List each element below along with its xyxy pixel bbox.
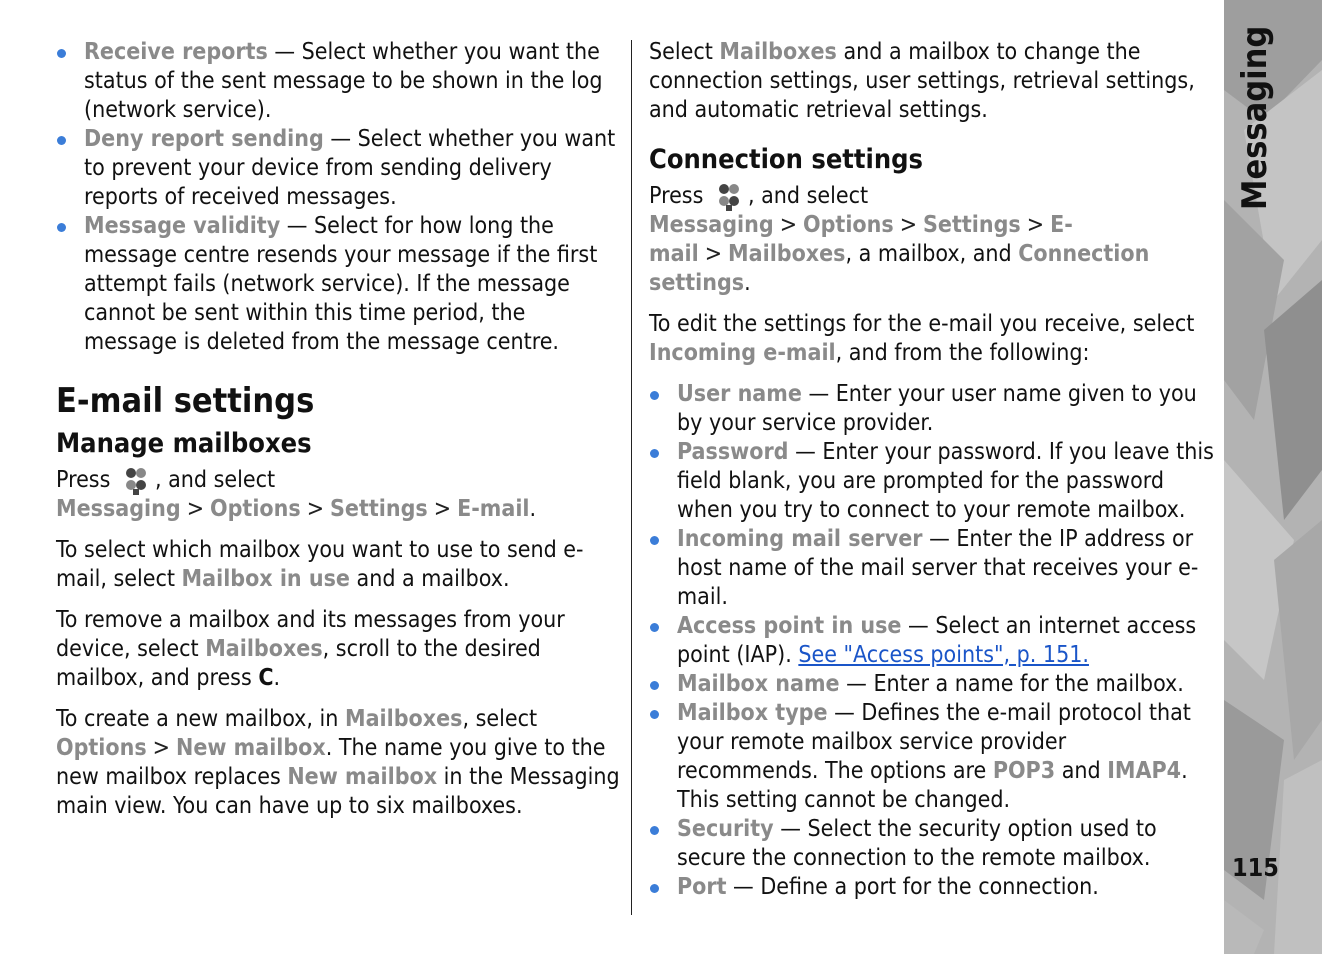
subsection-heading: Connection settings <box>649 144 923 175</box>
path-separator: > <box>433 496 452 522</box>
text: . The name you give to the new mailbox replaces <box>56 735 606 790</box>
menu-path-item: Options <box>803 212 894 238</box>
option-term: Connection settings <box>649 241 1150 296</box>
option-term: Security <box>677 816 774 842</box>
path-separator: > <box>152 735 170 761</box>
item-text: — Select for how long the message centre resends your message if the first attempt fails (network service). If the message cannot be sent within this time period, the message is deleted from the message centre. <box>84 213 598 355</box>
text: Press <box>649 183 710 209</box>
option-term: New mailbox <box>287 764 438 790</box>
chapter-title: Messaging <box>1235 25 1275 210</box>
path-separator: > <box>186 496 205 522</box>
text: . <box>529 496 537 522</box>
list-item <box>56 125 620 212</box>
list-item <box>649 380 1214 438</box>
text: Select <box>649 39 720 65</box>
list-item <box>649 670 1214 699</box>
option-term: New mailbox <box>176 735 326 761</box>
option-term: Access point in use <box>677 613 902 639</box>
text: , and select <box>747 183 869 209</box>
menu-path-item: Options <box>210 496 301 522</box>
section-heading: E-mail settings <box>56 381 315 421</box>
paragraph <box>56 536 620 594</box>
item-text: — Enter the IP address or host name of the mail server that receives your e-mail. <box>677 526 1199 610</box>
text: To remove a mailbox and its messages from your device, select <box>56 607 565 662</box>
menu-path-item: Mailboxes <box>728 241 846 267</box>
path-separator: > <box>779 212 798 238</box>
item-text: — Define a port for the connection. <box>726 874 1099 900</box>
list-item <box>56 212 620 357</box>
option-term: IMAP4 <box>1107 758 1182 784</box>
paragraph <box>649 38 1214 125</box>
menu-path-item: Settings <box>330 496 428 522</box>
text: , and from the following: <box>835 340 1090 366</box>
option-term: Mailboxes <box>719 39 837 65</box>
text: To select which mailbox you want to use to send e-mail, select <box>56 537 584 592</box>
item-text: — Select an internet access point (IAP). <box>677 613 1197 668</box>
item-text: and <box>1055 758 1108 784</box>
access-points-link[interactable]: See "Access points", p. 151. <box>798 642 1089 668</box>
option-term: Mailbox in use <box>181 566 350 592</box>
option-term: POP3 <box>992 758 1056 784</box>
option-term: Password <box>677 439 789 465</box>
subsection-heading: Manage mailboxes <box>56 428 312 459</box>
message-settings-list <box>56 38 620 357</box>
text: To edit the settings for the e-mail you receive, select <box>649 311 1195 337</box>
path-separator: > <box>306 496 325 522</box>
option-term: Message validity <box>84 213 281 239</box>
menu-key-icon <box>121 465 151 495</box>
path-separator: > <box>1026 212 1045 238</box>
menu-path-item: Messaging <box>649 212 774 238</box>
connection-settings-list <box>649 380 1214 902</box>
text: in the Messaging main view. You can have up to six mailboxes. <box>56 764 620 819</box>
text: To create a new mailbox, in <box>56 706 345 732</box>
item-text: — Defines the e-mail protocol that your remote mailbox service provider recommends. The options are <box>677 700 1191 784</box>
option-term: Mailboxes <box>205 636 323 662</box>
text: , and select <box>154 467 276 493</box>
option-term: Incoming mail server <box>677 526 923 552</box>
menu-path-item: Messaging <box>56 496 181 522</box>
list-item <box>649 525 1214 612</box>
text: , scroll to the desired mailbox, and press <box>56 636 541 691</box>
paragraph <box>649 181 1214 298</box>
item-text: — Select whether you want the status of the sent message to be shown in the log (network service). <box>84 39 603 123</box>
list-item <box>649 699 1214 815</box>
list-item <box>649 815 1214 873</box>
item-text: — Select the security option used to secure the connection to the remote mailbox. <box>677 816 1157 871</box>
paragraph <box>649 310 1214 368</box>
list-item <box>56 38 620 125</box>
paragraph <box>56 606 620 693</box>
paragraph <box>56 705 620 821</box>
item-text: — Enter a name for the mailbox. <box>839 671 1184 697</box>
option-term: Receive reports <box>84 39 268 65</box>
text: and a mailbox to change the connection settings, user settings, retrieval settings, and automatic retrieval settings. <box>649 39 1195 123</box>
text: . <box>744 270 751 296</box>
text: , a mailbox, and <box>845 241 1019 267</box>
option-term: Port <box>677 874 727 900</box>
key-label: C <box>258 665 274 691</box>
column-divider <box>631 40 632 915</box>
page-number: 115 <box>1232 853 1279 882</box>
menu-path-item: Settings <box>923 212 1021 238</box>
text: , select <box>462 706 538 732</box>
text: Press <box>56 467 117 493</box>
option-term: User name <box>677 381 802 407</box>
path-separator: > <box>899 212 918 238</box>
item-text: — Select whether you want to prevent your device from sending delivery reports of received messages. <box>84 126 616 210</box>
menu-key-icon <box>714 181 744 211</box>
paragraph <box>56 465 620 524</box>
item-text: — Enter your user name given to you by your service provider. <box>677 381 1197 436</box>
option-term: Deny report sending <box>84 126 324 152</box>
menu-path-item: E-mail <box>457 496 530 522</box>
option-term: Options <box>56 735 147 761</box>
list-item <box>649 438 1214 525</box>
text: . <box>273 665 281 691</box>
option-term: Mailbox type <box>677 700 828 726</box>
left-column <box>56 38 620 833</box>
option-term: Incoming e-mail <box>649 340 836 366</box>
menu-path-item: E-mail <box>649 212 1073 267</box>
right-column <box>649 38 1214 902</box>
option-term: Mailboxes <box>345 706 463 732</box>
list-item <box>649 612 1214 670</box>
item-text: — Enter your password. If you leave this field blank, you are prompted for the password when you try to connect to your remote mailbox. <box>677 439 1214 523</box>
text: and a mailbox. <box>349 566 510 592</box>
option-term: Mailbox name <box>677 671 840 697</box>
path-separator: > <box>704 241 723 267</box>
list-item <box>649 873 1214 902</box>
item-text: . This setting cannot be changed. <box>677 758 1188 813</box>
